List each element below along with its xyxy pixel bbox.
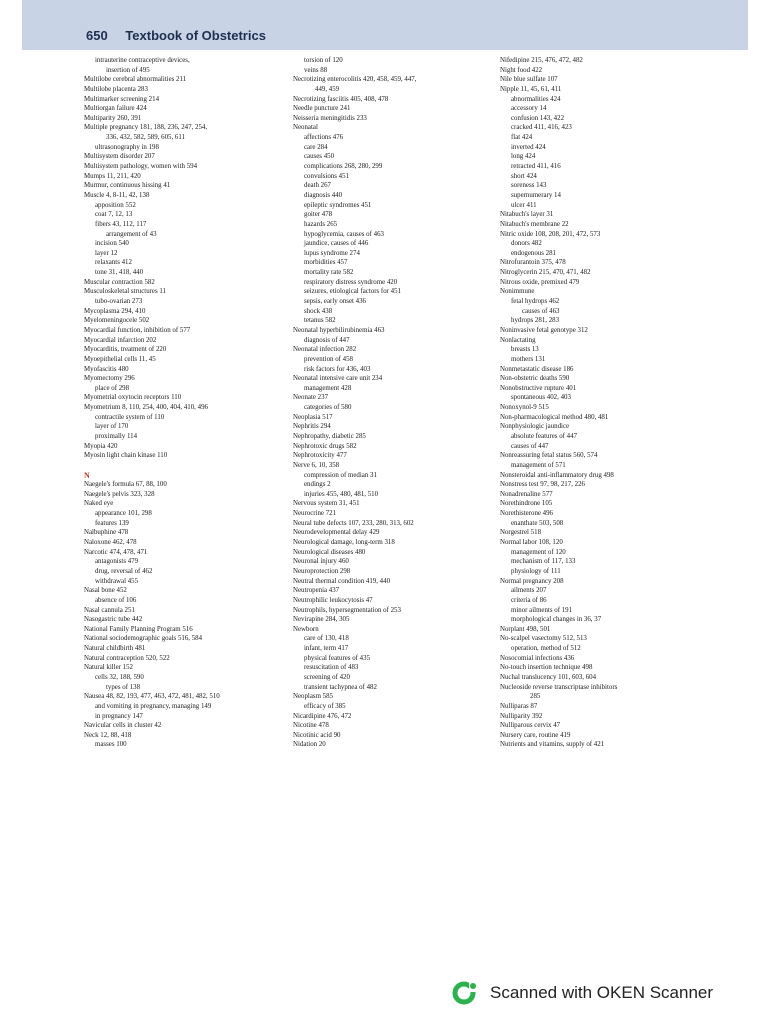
index-subentry: long 424 (511, 153, 536, 161)
index-entry: Nephropathy, diabetic 285 (293, 432, 366, 440)
index-entry: Nitabuch's membrane 22 (500, 220, 569, 228)
index-entry: Nifedipine 215, 476, 472, 482 (500, 57, 583, 64)
index-entry: Multisystem disorder 207 (84, 153, 155, 161)
index-entry: Neonatal infection 282 (293, 346, 357, 354)
index-subentry: management of 571 (511, 461, 566, 469)
index-subentry: diagnosis of 447 (304, 336, 350, 344)
index-entry: Musculoskeletal structures 11 (84, 288, 167, 296)
index-column-3 (500, 56, 715, 750)
index-subentry: tetanus 582 (304, 317, 336, 325)
index-subentry: masses 100 (95, 741, 127, 749)
index-entry: Mumps 11, 211, 420 (84, 172, 141, 180)
index-entry: Nulliparous cervix 47 (500, 722, 561, 730)
index-entry: Muscle 4, 8-11, 42, 138 (84, 191, 150, 199)
index-entry: Neurological damage, long-term 318 (293, 539, 395, 547)
index-subentry: 285 (530, 693, 541, 701)
book-title: Textbook of Obstetrics (125, 28, 266, 43)
index-subentry: causes of 463 (522, 307, 560, 315)
index-subentry: prevention of 458 (304, 355, 353, 363)
index-entry: No-scalpel vasectomy 512, 513 (500, 635, 587, 643)
index-entry: Nuchal translucency 101, 603, 604 (500, 674, 597, 681)
index-subentry: risk factors for 436, 403 (304, 365, 371, 373)
index-entry: National Family Planning Program 516 (84, 625, 193, 633)
index-entry: Neurological diseases 480 (293, 548, 366, 556)
index-entry: Naegele's formula 67, 88, 100 (84, 481, 167, 489)
index-subentry: 336, 432, 582, 589, 605, 611 (106, 134, 185, 142)
index-subentry: mothers 131 (511, 355, 546, 363)
index-entry: Necrotizing fasciitis 405, 408, 478 (293, 95, 389, 103)
index-entry: Nicotine 478 (293, 722, 329, 730)
index-subentry: hazards 265 (304, 220, 338, 228)
index-subentry: coat 7, 12, 13 (95, 211, 133, 219)
index-subentry: antagonists 479 (95, 558, 139, 566)
index-entry: Myometrium 8, 110, 254, 400, 404, 410, 496 (84, 404, 208, 412)
index-entry: Natural killer 152 (84, 664, 133, 672)
index-entry: Multiple pregnancy 181, 188, 236, 247, 254, (84, 124, 208, 132)
index-section-letter: N (84, 470, 90, 480)
index-entry: Necrotizing enterocolitis 420, 458, 459, 447, (293, 76, 417, 84)
index-subentry: and vomiting in pregnancy, managing 149 (95, 702, 212, 710)
index-entry: Nitabuch's layer 31 (500, 211, 554, 219)
index-subentry: tone 31, 418, 440 (95, 269, 144, 277)
index-subentry: proximally 114 (95, 432, 138, 440)
index-subentry: fetal hydrops 462 (511, 298, 560, 306)
index-subentry: care 284 (304, 143, 328, 151)
index-entry: Narcotic 474, 478, 471 (84, 548, 148, 556)
index-entry: Nalbuphine 478 (84, 529, 129, 537)
index-subentry: mechanism of 117, 133 (511, 558, 576, 566)
index-subentry: sepsis, early onset 436 (304, 298, 367, 306)
index-entry: Neisseria meningitidis 233 (293, 114, 367, 122)
index-entry: Nonobstructive rupture 401 (500, 384, 577, 392)
index-entry: Nevirapine 284, 305 (293, 616, 350, 624)
index-subentry: complications 268, 280, 299 (304, 163, 383, 171)
index-entry: Neoplasm 585 (293, 693, 333, 701)
index-entry: Norplant 498, 501 (500, 625, 551, 633)
index-entry: Nipple 11, 45, 61, 411 (500, 85, 562, 93)
index-entry: Myocardial infarction 202 (84, 336, 157, 344)
index-entry: Nutrients and vitamins, supply of 421 (500, 741, 605, 749)
index-entry: Nitric oxide 108, 208, 201, 472, 573 (500, 230, 601, 238)
index-entry: Multilobe cerebral abnormalities 211 (84, 76, 187, 84)
index-subentry: jaundice, causes of 446 (304, 240, 369, 248)
index-entry: Murmur, continuous hissing 41 (84, 182, 171, 190)
index-subentry: seizures, etiological factors for 451 (304, 288, 402, 296)
index-entry: Neuronal injury 460 (293, 558, 349, 566)
index-entry: Nonreassuring fetal status 560, 574 (500, 452, 598, 460)
index-subentry: insertion of 495 (106, 66, 150, 74)
index-subentry: features 139 (95, 519, 129, 527)
index-subentry: affections 476 (304, 134, 344, 142)
index-subentry: resuscitation of 483 (304, 664, 359, 672)
index-entry: Neck 12, 88, 418 (84, 731, 132, 739)
index-entry: Newborn (293, 625, 319, 633)
index-subentry: absolute features of 447 (511, 432, 578, 440)
index-subentry: ultrasonography in 198 (95, 143, 159, 151)
index-subentry: physiology of 111 (511, 567, 561, 575)
index-subentry: injuries 455, 480, 481, 510 (304, 490, 379, 498)
index-subentry: respiratory distress syndrome 420 (304, 278, 398, 286)
index-subentry: causes 450 (304, 153, 335, 161)
index-entry: Nitroglycerin 215, 470, 471, 482 (500, 269, 591, 277)
index-subentry: in pregnancy 147 (95, 712, 143, 720)
index-subentry: causes of 447 (511, 442, 549, 450)
index-subentry: categories of 580 (304, 404, 352, 412)
index-entry: Natural contraception 520, 522 (84, 654, 170, 662)
index-entry: Neonatal hyperbilirubinemia 463 (293, 326, 385, 334)
index-subentry: veins 88 (304, 66, 328, 74)
index-subentry: criteria of 86 (511, 596, 547, 604)
index-entry (84, 461, 296, 471)
index-subentry: accessory 14 (511, 105, 547, 113)
index-entry: Neutrophils, hypersegmentation of 253 (293, 606, 401, 614)
index-entry: Nasal bone 452 (84, 587, 127, 595)
index-subentry: donors 482 (511, 240, 542, 248)
index-subentry: cells 32, 188, 590 (95, 674, 144, 681)
index-subentry: management 428 (304, 384, 352, 392)
index-subentry: screening of 420 (304, 674, 350, 681)
index-subentry: place of 298 (95, 384, 130, 392)
index-columns (0, 56, 768, 916)
index-entry: Nervous system 31, 451 (293, 500, 360, 508)
index-subentry: operation, method of 512 (511, 645, 581, 653)
index-entry: Neutral thermal condition 419, 440 (293, 577, 391, 585)
index-subentry: inverted 424 (511, 143, 546, 151)
index-subentry: hydrops 281, 283 (511, 317, 560, 325)
index-entry: Myocarditis, treatment of 220 (84, 346, 167, 354)
index-entry: Nursery care, routine 419 (500, 731, 571, 739)
index-entry: Myosin light chain kinase 110 (84, 452, 168, 460)
index-subentry: management of 120 (511, 548, 566, 556)
index-subentry: endings 2 (304, 481, 331, 489)
index-subentry: enanthate 503, 508 (511, 519, 564, 527)
index-subentry: morphological changes in 36, 37 (511, 616, 602, 624)
index-entry: National sociodemographic goals 516, 584 (84, 635, 203, 643)
index-subentry: fibers 43, 112, 117 (95, 220, 147, 228)
index-entry: Multimarker screening 214 (84, 95, 160, 103)
index-subentry: contractile system of 110 (95, 413, 165, 421)
index-entry: Norgestrel 518 (500, 529, 542, 537)
index-subentry: spontaneous 402, 403 (511, 394, 571, 402)
index-entry: Nitrofurantoin 375, 478 (500, 259, 566, 267)
index-entry: Nonstress test 97, 98, 217, 226 (500, 481, 585, 489)
index-subentry: flat 424 (511, 134, 533, 142)
index-entry: Nausea 48, 82, 193, 477, 463, 472, 481, 482, 510 (84, 693, 220, 701)
index-subentry: intrauterine contraceptive devices, (95, 57, 190, 64)
index-subentry: minor ailments of 191 (511, 606, 573, 614)
index-subentry: abnormalities 424 (511, 95, 561, 103)
index-entry: Neutrophilic leukocytosis 47 (293, 596, 373, 604)
index-entry: Muscular contraction 582 (84, 278, 155, 286)
scanner-watermark (452, 980, 713, 1006)
index-entry: Nitrous oxide, premixed 479 (500, 278, 580, 286)
index-subentry: shock 438 (304, 307, 333, 315)
index-entry: Multiorgan failure 424 (84, 105, 147, 113)
index-entry: Normal labor 108, 120 (500, 539, 563, 547)
index-entry: Nerve 6, 10, 358 (293, 461, 340, 469)
index-entry: Nicardipine 476, 472 (293, 712, 352, 720)
index-entry: Needle puncture 241 (293, 105, 351, 113)
index-subentry: supernumerary 14 (511, 191, 561, 199)
index-entry: Nonmetastatic disease 186 (500, 365, 574, 373)
index-subentry: layer of 170 (95, 423, 129, 431)
index-entry: Norethisterone 496 (500, 510, 554, 518)
index-entry: Mycoplasma 294, 410 (84, 307, 146, 315)
index-entry: Non-obstetric deaths 590 (500, 375, 570, 383)
index-entry: Night food 422 (500, 66, 543, 74)
scanner-logo-icon (452, 980, 478, 1006)
index-subentry: transient tachypnea of 482 (304, 683, 377, 691)
index-subentry: apposition 552 (95, 201, 136, 209)
index-subentry: physical features of 435 (304, 654, 371, 662)
index-subentry: hypoglycemia, causes of 463 (304, 230, 384, 238)
index-entry: Neonatal intensive care unit 234 (293, 375, 383, 383)
index-entry: Nicotinic acid 90 (293, 731, 341, 739)
index-entry: Normal pregnancy 208 (500, 577, 564, 585)
index-subentry: convulsions 451 (304, 172, 349, 180)
index-entry: Nidation 20 (293, 741, 326, 749)
index-entry: Nonphysiologic jaundice (500, 423, 570, 431)
index-entry: Neural tube defects 107, 233, 280, 313, 602 (293, 519, 414, 527)
index-entry: Norethindrone 105 (500, 500, 553, 508)
index-subentry: diagnosis 440 (304, 191, 343, 199)
index-entry: Myomectomy 296 (84, 375, 135, 383)
index-entry: Myoepithelial cells 11, 45 (84, 355, 156, 363)
index-entry: Neonatal (293, 124, 318, 132)
index-entry: Myocardial function, inhibition of 577 (84, 326, 191, 334)
index-subentry: morbidities 457 (304, 259, 348, 267)
index-entry: Naked eye (84, 500, 114, 508)
index-entry: Nulliparas 87 (500, 702, 538, 710)
index-entry: Myofascitis 480 (84, 365, 129, 373)
index-entry: Nonsteroidal anti-inflammatory drug 498 (500, 471, 614, 479)
index-entry: Nephrotoxic drugs 582 (293, 442, 357, 450)
index-subentry: care of 130, 418 (304, 635, 349, 643)
index-column-1 (84, 56, 296, 750)
index-subentry: infant, term 417 (304, 645, 349, 653)
index-subentry: layer 12 (95, 249, 118, 257)
index-subentry: soreness 143 (511, 182, 547, 190)
index-entry: Natural childbirth 481 (84, 645, 146, 653)
index-entry: Non-pharmacological method 480, 481 (500, 413, 609, 421)
index-subentry: endogenous 281 (511, 249, 556, 257)
index-entry: Nonoxynol-9 515 (500, 404, 549, 412)
index-subentry: retracted 411, 416 (511, 163, 561, 171)
index-entry: Neutropenia 437 (293, 587, 340, 595)
index-entry: Multisystem pathology, women with 594 (84, 163, 198, 171)
index-subentry: torsion of 120 (304, 57, 343, 64)
scanner-text: Scanned with OKEN Scanner (490, 983, 714, 1002)
index-entry: Neuroprotection 298 (293, 567, 351, 575)
index-entry: Multilobe placenta 283 (84, 85, 148, 93)
index-entry: Nasal cannula 251 (84, 606, 135, 614)
index-entry: Nosocomial infections 436 (500, 654, 575, 662)
index-subentry: 449, 459 (315, 85, 340, 93)
index-subentry: types of 138 (106, 683, 141, 691)
index-entry: Naloxone 462, 478 (84, 539, 137, 547)
index-entry: Naegele's pelvis 323, 328 (84, 490, 155, 498)
index-entry: Myelomeningocele 502 (84, 317, 150, 325)
index-subentry: tubo-ovarian 273 (95, 298, 143, 306)
index-subentry: drug, reversal of 462 (95, 567, 153, 575)
page-number: 650 (86, 28, 108, 43)
index-subentry: efficacy of 385 (304, 702, 346, 710)
index-column-2 (293, 56, 503, 750)
index-subentry: appearance 101, 298 (95, 510, 152, 518)
index-subentry: absence of 106 (95, 596, 137, 604)
index-entry: Nonadrenaline 577 (500, 490, 553, 498)
index-entry: Neurodevelopmental delay 429 (293, 529, 380, 537)
index-entry: Nephrotoxicity 477 (293, 452, 347, 460)
index-entry: Navicular cells in cluster 42 (84, 722, 162, 730)
index-entry: No-touch insertion technique 498 (500, 664, 593, 672)
index-subentry: lupus syndrome 274 (304, 249, 360, 257)
index-entry: Nucleoside reverse transcriptase inhibitors (500, 683, 618, 691)
index-entry: Nile blue sulfate 107 (500, 76, 558, 84)
index-entry: Myopia 420 (84, 442, 118, 450)
index-subentry: relaxants 412 (95, 259, 132, 267)
index-entry: Neonate 237 (293, 394, 329, 402)
index-subentry: incision 540 (95, 240, 129, 248)
index-subentry: ulcer 411 (511, 201, 537, 209)
running-header (86, 28, 266, 43)
index-entry: Neurocrine 721 (293, 510, 337, 518)
index-entry: Nasogastric tube 442 (84, 616, 143, 624)
index-subentry: goiter 478 (304, 211, 333, 219)
index-subentry: confusion 143, 422 (511, 114, 565, 122)
index-entry: Nonimmune (500, 288, 535, 296)
index-entry: Neoplasia 517 (293, 413, 333, 421)
index-subentry: breasts 13 (511, 346, 539, 354)
index-entry: Nephritis 294 (293, 423, 331, 431)
index-subentry: mortality rate 582 (304, 269, 354, 277)
index-subentry: arrangement of 43 (106, 230, 157, 238)
index-subentry: withdrawal 455 (95, 577, 139, 585)
index-subentry: death 267 (304, 182, 331, 190)
index-subentry: compression of median 31 (304, 471, 377, 479)
index-subentry: ailments 207 (511, 587, 547, 595)
index-subentry: cracked 411, 416, 423 (511, 124, 572, 132)
index-subentry: epileptic syndromes 451 (304, 201, 372, 209)
index-entry: Nulliparity 392 (500, 712, 543, 720)
index-subentry: short 424 (511, 172, 537, 180)
index-entry: Noninvasive fetal genotype 312 (500, 326, 588, 334)
index-entry: Multiparity 260, 391 (84, 114, 142, 122)
index-entry: Myometrial oxytocin receptors 110 (84, 394, 182, 402)
index-entry: Nonlactating (500, 336, 536, 344)
